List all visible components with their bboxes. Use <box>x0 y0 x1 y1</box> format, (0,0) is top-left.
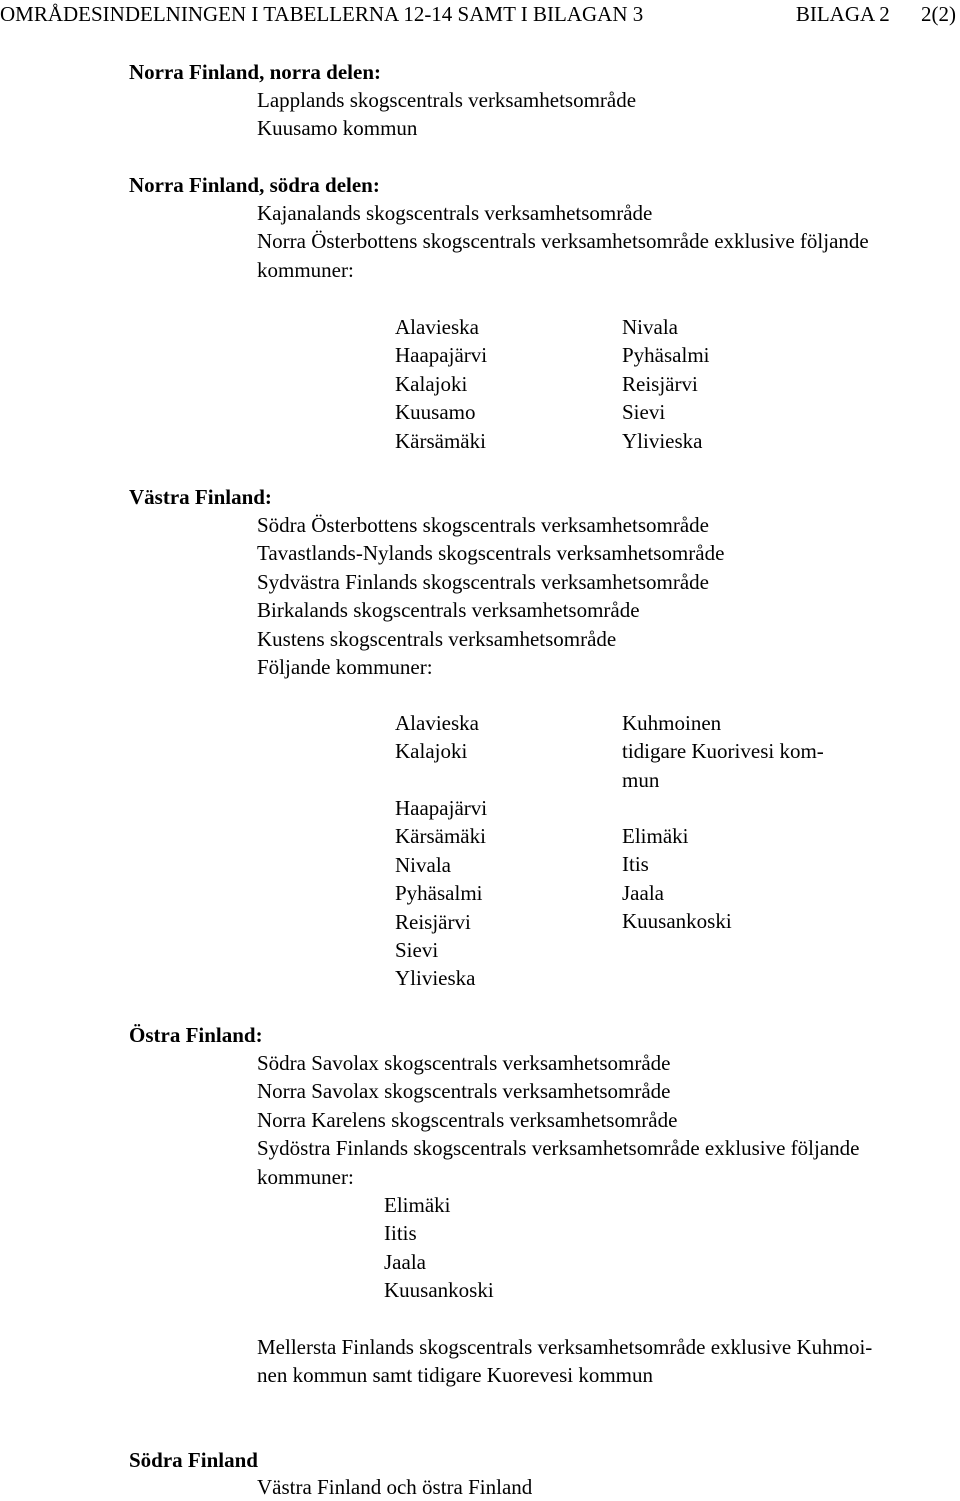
paragraph-line: Mellersta Finlands skogscentrals verksamhetsområde exklusive Kuhmoi- <box>257 1335 873 1359</box>
list-item: kommuner: <box>257 1164 354 1189</box>
list-item: Södra Savolax skogscentrals verksamhetsområde <box>257 1051 671 1075</box>
list-item: Kustens skogscentrals verksamhetsområde <box>257 626 617 651</box>
section-body-sodra <box>257 1473 532 1501</box>
list-item: Västra Finland och östra Finland <box>257 1475 533 1499</box>
section-body-norra-sodra <box>257 199 869 284</box>
municipality: Itis <box>622 852 649 877</box>
section-heading-norra-norra: Norra Finland, norra delen: <box>129 60 381 84</box>
municipality: Haapajärvi <box>395 343 488 368</box>
municipality: Sievi <box>622 400 666 425</box>
municipality: Kärsämäki <box>395 824 486 849</box>
municipality: Nivala <box>395 852 451 877</box>
municipality: Jaala <box>384 1249 426 1274</box>
section-body-norra-norra <box>257 86 636 143</box>
section-heading-norra-sodra: Norra Finland, södra delen: <box>129 173 380 197</box>
municipality: Kuusankoski <box>384 1278 494 1303</box>
municipality-column-2a <box>622 709 824 794</box>
municipality: Kalajoki <box>395 739 468 764</box>
page-header <box>0 0 960 28</box>
municipality: Sievi <box>395 938 439 963</box>
section-body-vastra <box>257 511 724 681</box>
page-number: 2(2) <box>921 2 956 26</box>
list-item: Kuusamo kommun <box>257 116 418 141</box>
list-item: Norra Österbottens skogscentrals verksamhetsområde exklusive följande <box>257 229 869 254</box>
municipality-column-2b <box>622 822 732 936</box>
list-item: Tavastlands-Nylands skogscentrals verksamhetsområde <box>257 541 725 566</box>
list-item: Följande kommuner: <box>257 655 433 680</box>
municipality: tidigare Kuorivesi kom- <box>622 739 824 764</box>
header-right <box>796 0 956 28</box>
excluded-municipalities <box>384 1191 494 1305</box>
municipality: Kuusankoski <box>622 909 732 934</box>
municipality: Reisjärvi <box>622 371 698 396</box>
municipality: mun <box>622 767 660 792</box>
municipality: Pyhäsalmi <box>622 343 710 368</box>
municipality: Haapajärvi <box>395 796 488 820</box>
municipality: Iitis <box>384 1221 417 1246</box>
section-heading-vastra: Västra Finland: <box>129 485 272 509</box>
list-item: Lapplands skogscentrals verksamhetsområde <box>257 88 637 112</box>
municipality: Elimäki <box>384 1193 451 1217</box>
municipality: Kuusamo <box>395 400 476 425</box>
section-heading-ostra: Östra Finland: <box>129 1023 263 1047</box>
list-item: Sydöstra Finlands skogscentrals verksamhetsområde exklusive följande <box>257 1136 860 1161</box>
list-item: Sydvästra Finlands skogscentrals verksamhetsområde <box>257 569 709 594</box>
municipality: Alavieska <box>395 711 479 735</box>
municipality: Reisjärvi <box>395 909 471 934</box>
list-item: Birkalands skogscentrals verksamhetsområde <box>257 598 640 623</box>
municipality: Pyhäsalmi <box>395 881 483 906</box>
municipality: Kalajoki <box>395 371 468 396</box>
municipality: Kärsämäki <box>395 428 486 453</box>
municipality-column-1 <box>395 313 487 455</box>
municipality: Ylivieska <box>395 966 476 991</box>
municipality-column-1a <box>395 709 479 766</box>
municipality: Jaala <box>622 880 664 905</box>
list-item: Norra Karelens skogscentrals verksamhetsområde <box>257 1107 678 1132</box>
list-item: Södra Österbottens skogscentrals verksamhetsområde <box>257 513 709 537</box>
municipality-column-2 <box>622 313 710 455</box>
mellersta-paragraph <box>257 1333 872 1390</box>
paragraph-line: nen kommun samt tidigare Kuorevesi kommun <box>257 1363 654 1388</box>
municipality: Kuhmoinen <box>622 711 722 735</box>
document-title: OMRÅDESINDELNINGEN I TABELLERNA 12-14 SAMT I BILAGAN 3 <box>0 2 644 26</box>
section-heading-sodra: Södra Finland <box>129 1448 258 1472</box>
list-item: Kajanalands skogscentrals verksamhetsområde <box>257 201 653 225</box>
section-body-ostra <box>257 1049 859 1191</box>
list-item: kommuner: <box>257 257 354 282</box>
municipality: Elimäki <box>622 824 689 848</box>
municipality-column-1b <box>395 794 487 993</box>
municipality: Ylivieska <box>622 428 703 453</box>
list-item: Norra Savolax skogscentrals verksamhetsområde <box>257 1079 671 1104</box>
municipality: Alavieska <box>395 315 479 339</box>
appendix-label: BILAGA 2 <box>795 2 890 26</box>
municipality: Nivala <box>622 315 678 339</box>
